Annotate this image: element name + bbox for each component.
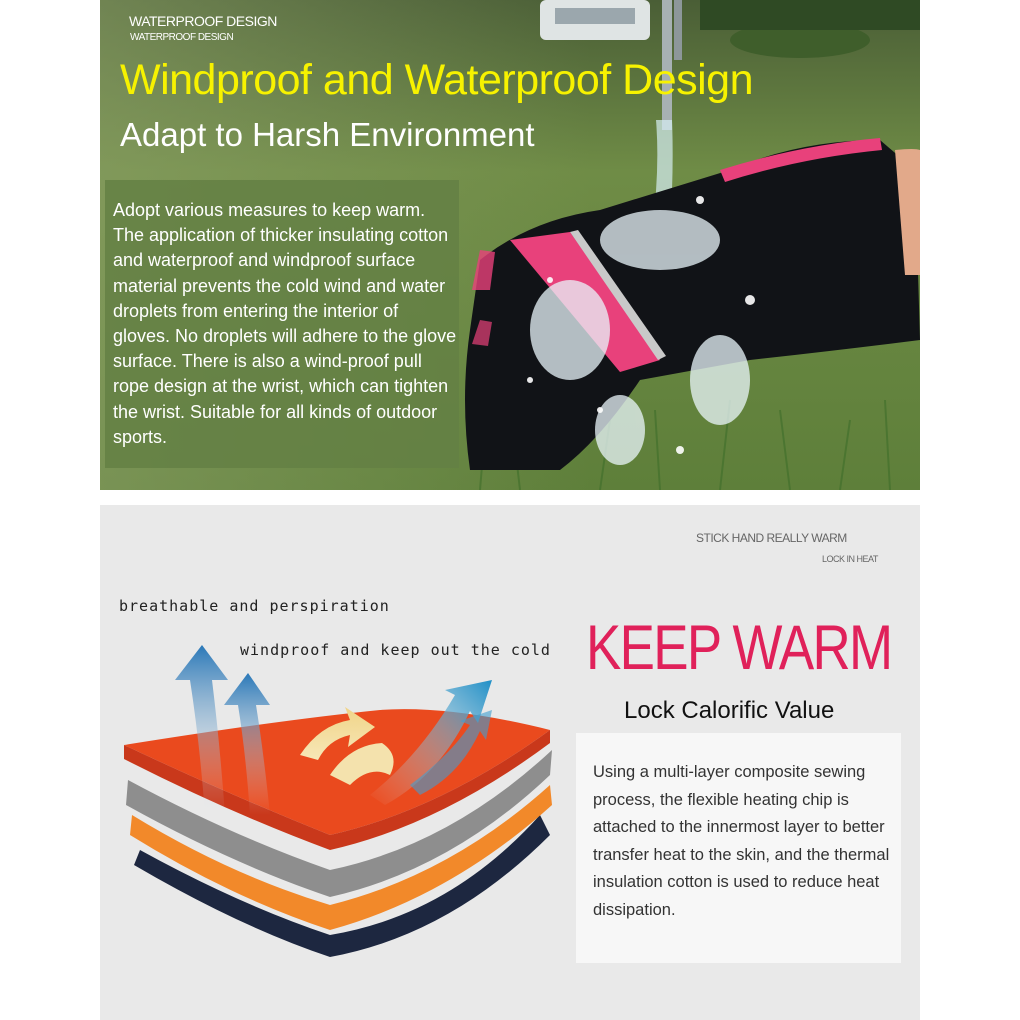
layer-label-windproof: windproof and keep out the cold	[240, 641, 551, 659]
description-box	[105, 180, 459, 468]
headline: KEEP WARM	[586, 613, 892, 683]
section-sublabel: WATERPROOF DESIGN	[130, 32, 234, 43]
waterproof-banner	[100, 0, 920, 490]
headline: Windproof and Waterproof Design	[120, 56, 754, 104]
subheadline: Adapt to Harsh Environment	[120, 116, 535, 153]
layer-label-breathable: breathable and perspiration	[119, 597, 390, 615]
description-box	[576, 733, 901, 963]
keep-warm-banner	[100, 505, 920, 1020]
section-label: WATERPROOF DESIGN	[129, 13, 277, 29]
subheadline: Lock Calorific Value	[624, 697, 835, 724]
section-label: STICK HAND REALLY WARM	[696, 531, 847, 545]
description-text: Using a multi-layer composite sewing process, the flexible heating chip is attached to the innermost layer to better transfer heat to the skin, and the thermal insulation cotton is used to reduce heat dissipation.	[593, 763, 890, 919]
section-sublabel: LOCK IN HEAT	[822, 554, 878, 564]
description-text: Adopt various measures to keep warm. The application of thicker insulating cotton and waterproof and windproof surface material prevents the cold wind and water droplets from entering the interior of gloves. No droplets will adhere to the glove surface. There is also a wind-proof pull rope design at the wrist, which can tighten the wrist. Suitable for all kinds of outdoor sports.	[113, 200, 457, 447]
fabric-layers-illustration	[120, 635, 560, 975]
